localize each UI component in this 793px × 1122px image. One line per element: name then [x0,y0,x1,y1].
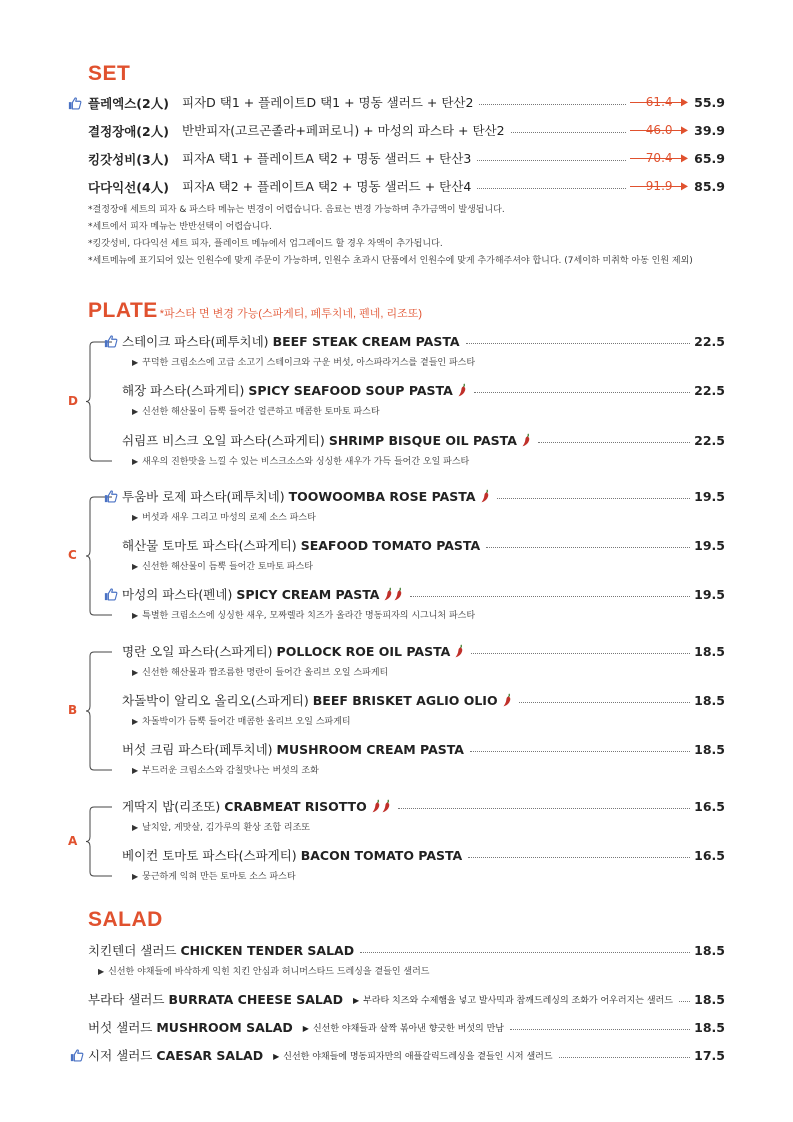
item-name-ko: 베이컨 토마토 파스타(스파게티) [122,848,297,863]
item-name-en: CRABMEAT RISOTTO [224,799,367,814]
group-bracket [86,806,114,877]
item-description [132,665,388,678]
salad-row[interactable] [70,1045,725,1065]
price: 39.9 [694,122,725,138]
item-name-ko: 버섯 크림 파스타(페투치네) [122,742,273,757]
item-description-text: 신선한 야채들에 바삭하게 익힌 치킨 안심과 허니머스타드 드레싱을 곁들인 샐러드 [108,967,430,977]
price: 85.9 [694,178,725,194]
item-description-text: 버섯과 새우 그리고 마성의 로제 소스 파스타 [142,513,316,523]
dot-leader [471,653,690,654]
group-bracket [86,651,114,771]
item-name-en: SEAFOOD TOMATO PASTA [300,538,481,553]
item-name-ko: 쉬림프 비스크 오일 파스타(스파게티) [122,433,325,448]
triangle-bullet-icon: ▶ [302,1023,309,1033]
chili-pepper-icon [380,799,392,813]
triangle-bullet-icon: ▶ [132,668,139,677]
item-description-text: 신선한 야채들에 명동피자만의 애플갈릭드레싱을 곁들인 시저 샐러드 [283,1051,553,1062]
item-description [132,869,296,882]
item-description [132,454,469,467]
triangle-bullet-icon: ▶ [132,562,139,571]
item-description-text: 차돌박이가 듬뿍 들어간 매콤한 올리브 오일 스파게티 [142,717,351,727]
old-price [630,179,688,193]
set-composition: 피자A 택2 + 플레이트A 택2 + 명동 샐러드 + 탄산4 [182,179,472,194]
menu-item-row[interactable] [122,796,725,816]
item-name-en: POLLOCK ROE OIL PASTA [276,644,451,659]
menu-item-row[interactable] [122,535,725,555]
price: 22.5 [694,333,725,349]
item-description-text: 특별한 크림소스에 싱싱한 새우, 모짜렐라 치즈가 올라간 명동피자의 시그니처 파스타 [142,611,476,621]
dot-leader [410,596,690,597]
salad-row[interactable] [88,1017,725,1037]
item-name-en: TOOWOOMBA ROSE PASTA [288,489,476,504]
item-name-ko: 해산물 토마토 파스타(스파게티) [122,538,297,553]
item-name [122,691,498,709]
menu-item-row[interactable] [122,380,725,400]
set-section-title: SET [88,62,131,85]
strikethrough-line [630,102,682,103]
thumbs-up-icon [104,489,118,503]
price: 18.5 [694,741,725,757]
price: 16.5 [694,798,725,814]
price: 18.5 [694,643,725,659]
chili-pepper-icon [501,693,513,707]
chili-pepper-icon [479,489,491,503]
dot-leader [519,702,691,703]
item-description-text: 부드러운 크림소스와 감칠맛나는 버섯의 조화 [142,766,319,776]
old-price [630,123,688,137]
item-description [132,714,351,727]
old-price-text: 70.4 [645,151,673,165]
old-price-text: 91.9 [645,179,673,193]
menu-item-row[interactable] [104,584,725,604]
dot-leader [398,808,690,809]
salad-section-title: SALAD [88,908,163,931]
chili-pepper-icon [520,433,532,447]
price: 19.5 [694,586,725,602]
item-name [88,941,354,959]
triangle-bullet-icon: ▶ [132,872,139,881]
salad-row[interactable] [88,989,725,1009]
thumbs-up-icon [68,95,82,109]
dot-leader [360,952,690,953]
grade-label: A [68,833,78,848]
set-row[interactable] [182,148,725,168]
item-name-en: SHRIMP BISQUE OIL PASTA [328,433,517,448]
item-description-text: 부라타 치즈와 수제햄을 넣고 발사믹과 참깨드레싱의 조화가 어우러지는 샐러드 [363,995,673,1006]
item-description [132,608,475,621]
menu-item-row[interactable] [122,430,725,450]
dot-leader [486,547,690,548]
item-description-text: 날치알, 게맛살, 김가루의 환상 조합 리조또 [142,823,310,833]
set-note: *세트에서 피자 메뉴는 반반선택이 어렵습니다. [88,222,272,232]
item-name [122,846,462,864]
price: 17.5 [694,1047,725,1063]
item-name [88,990,343,1008]
menu-item-row[interactable] [122,690,725,710]
menu-item-row[interactable] [104,486,725,506]
set-composition: 반반피자(고르곤졸라+페퍼로니) + 마성의 파스타 + 탄산2 [182,123,505,138]
item-name-en: MUSHROOM SALAD [156,1020,293,1035]
set-row[interactable] [182,92,725,112]
dot-leader [511,132,627,133]
item-name [122,585,379,603]
dot-leader [497,498,691,499]
item-name-en: CAESAR SALAD [156,1048,264,1063]
item-description [132,510,316,523]
grade-label: B [68,703,78,717]
item-name [122,642,450,660]
thumbs-up-icon [70,1048,84,1062]
menu-item-row[interactable] [122,641,725,661]
item-description-text: 신선한 해산물이 듬뿍 들어간 토마토 파스타 [142,562,313,572]
set-name: 다다익선(4人) [88,180,169,195]
item-name [88,1046,263,1064]
plate-title-text: PLATE [88,299,158,322]
triangle-bullet-icon: ▶ [132,457,139,466]
dot-leader [510,1029,690,1030]
triangle-bullet-icon: ▶ [352,995,360,1005]
item-description [132,763,319,776]
arrow-right-icon [681,154,688,162]
salad-row[interactable] [88,940,725,960]
price: 18.5 [694,1019,725,1035]
thumbs-up-icon [104,587,118,601]
set-composition: 피자D 택1 + 플레이트D 택1 + 명동 샐러드 + 탄산2 [182,95,474,110]
old-price [630,95,688,109]
item-name [122,536,480,554]
item-name-en: SPICY CREAM PASTA [236,587,380,602]
menu-item-row[interactable] [122,845,725,865]
chili-pepper-icon [453,644,465,658]
dot-leader [474,392,690,393]
chili-pepper-icon [456,383,468,397]
item-name [122,332,460,350]
set-name: 결정장애(2人) [88,124,169,139]
dot-leader [559,1057,691,1058]
item-description-text: 꾸덕한 크림소스에 고급 소고기 스테이크와 구운 버섯, 아스파라거스를 곁들인 파스타 [142,358,476,368]
item-description [353,993,673,1006]
menu-item-row[interactable] [104,331,725,351]
item-name [122,740,464,758]
thumbs-up-icon [104,334,118,348]
dot-leader [466,343,691,344]
plate-section-title [88,299,422,323]
item-description [98,964,430,977]
item-name [122,431,517,449]
item-name-en: CHICKEN TENDER SALAD [180,943,355,958]
item-description [132,559,313,572]
plate-noodle-note: *파스타 면 변경 가능(스파게티, 페투치네, 펜네, 리조또) [159,308,423,320]
item-name-ko: 투움바 로제 파스타(페투치네) [122,489,285,504]
price: 22.5 [694,432,725,448]
item-name-en: BEEF BRISKET AGLIO OLIO [312,693,498,708]
price: 18.5 [694,942,725,958]
set-name: 플레엑스(2人) [88,96,169,111]
dot-leader [679,1001,690,1002]
item-name-ko: 명란 오일 파스타(스파게티) [122,644,273,659]
item-description-text: 신선한 해산물과 짭조름한 명란이 들어간 올리브 오일 스파게티 [142,668,389,678]
price: 22.5 [694,382,725,398]
strikethrough-line [630,130,682,131]
set-note: *세트메뉴에 표기되어 있는 인원수에 맞게 주문이 가능하며, 인원수 초과시 단품에서 인원수에 맞게 추가해주셔야 합니다. (7세이하 미취학 아동 인원 제외) [88,256,693,266]
grade-label: D [68,393,78,408]
dot-leader [477,188,626,189]
price: 16.5 [694,847,725,863]
price: 18.5 [694,991,725,1007]
arrow-right-icon [681,182,688,190]
item-name-ko: 시저 샐러드 [88,1048,153,1063]
item-name-en: SPICY SEAFOOD SOUP PASTA [248,383,453,398]
item-description [303,1021,504,1034]
arrow-right-icon [681,126,688,134]
price: 19.5 [694,537,725,553]
triangle-bullet-icon: ▶ [132,611,139,620]
set-composition: 피자A 택1 + 플레이트A 택2 + 명동 샐러드 + 탄산3 [182,151,472,166]
triangle-bullet-icon: ▶ [273,1051,280,1061]
item-description-text: 신선한 야채들과 살짝 볶아낸 향긋한 버섯의 만남 [312,1023,504,1034]
item-name-ko: 치킨텐더 샐러드 [88,943,177,958]
old-price-text: 46.0 [645,123,673,137]
triangle-bullet-icon: ▶ [132,513,139,522]
strikethrough-line [630,158,682,159]
item-name-en: BEEF STEAK CREAM PASTA [272,334,460,349]
dot-leader [470,751,690,752]
set-row[interactable] [182,176,725,196]
item-name-ko: 해장 파스타(스파게티) [122,383,245,398]
strikethrough-line [630,186,682,187]
price: 65.9 [694,150,725,166]
item-name-ko: 스테이크 파스타(페투치네) [122,334,269,349]
item-name [88,1018,293,1036]
item-description-text: 신선한 해산물이 듬뿍 들어간 얼큰하고 매콤한 토마토 파스타 [142,407,380,417]
arrow-right-icon [681,98,688,106]
dot-leader [477,160,626,161]
grade-label: C [68,548,77,562]
item-description [132,355,475,368]
set-row[interactable] [182,120,725,140]
item-description [132,820,310,833]
set-note: *결정장애 세트의 피자 & 파스타 메뉴는 변경이 어렵습니다. 음료는 변경 가능하며 추가금액이 발생됩니다. [88,205,505,215]
set-notes [88,202,693,270]
triangle-bullet-icon: ▶ [132,358,139,367]
price: 18.5 [694,692,725,708]
item-name [122,487,476,505]
item-description-text: 뭉근하게 익혀 만든 토마토 소스 파스타 [142,872,296,882]
item-name-en: BURRATA CHEESE SALAD [168,992,343,1007]
triangle-bullet-icon: ▶ [132,766,139,775]
item-name-ko: 차돌박이 알리오 올리오(스파게티) [122,693,309,708]
item-description-text: 새우의 진한맛을 느낄 수 있는 비스크소스와 싱싱한 새우가 가득 들어간 오일 파스타 [142,457,470,467]
chili-pepper-icon [392,587,404,601]
item-name-en: MUSHROOM CREAM PASTA [276,742,464,757]
item-name-en: BACON TOMATO PASTA [300,848,463,863]
triangle-bullet-icon: ▶ [132,823,139,832]
item-name-ko: 게딱지 밥(리조또) [122,799,221,814]
dot-leader [479,104,626,105]
item-name-ko: 마성의 파스타(펜네) [122,587,233,602]
old-price-text: 61.4 [645,95,673,109]
item-description [132,404,380,417]
price: 55.9 [694,94,725,110]
menu-item-row[interactable] [122,739,725,759]
group-bracket [86,341,114,462]
item-name [122,381,453,399]
dot-leader [538,442,690,443]
item-name-ko: 버섯 샐러드 [88,1020,153,1035]
triangle-bullet-icon: ▶ [98,967,105,976]
set-name: 킹갓성비(3人) [88,152,169,167]
dot-leader [468,857,690,858]
set-note: *킹갓성비, 다다익선 세트 피자, 플레이트 메뉴에서 업그레이드 할 경우 차액이 추가됩니다. [88,239,443,249]
old-price [630,151,688,165]
price: 19.5 [694,488,725,504]
item-name [122,797,367,815]
triangle-bullet-icon: ▶ [132,717,139,726]
item-description [273,1049,552,1062]
triangle-bullet-icon: ▶ [132,407,139,416]
item-name-ko: 부라타 샐러드 [88,992,165,1007]
